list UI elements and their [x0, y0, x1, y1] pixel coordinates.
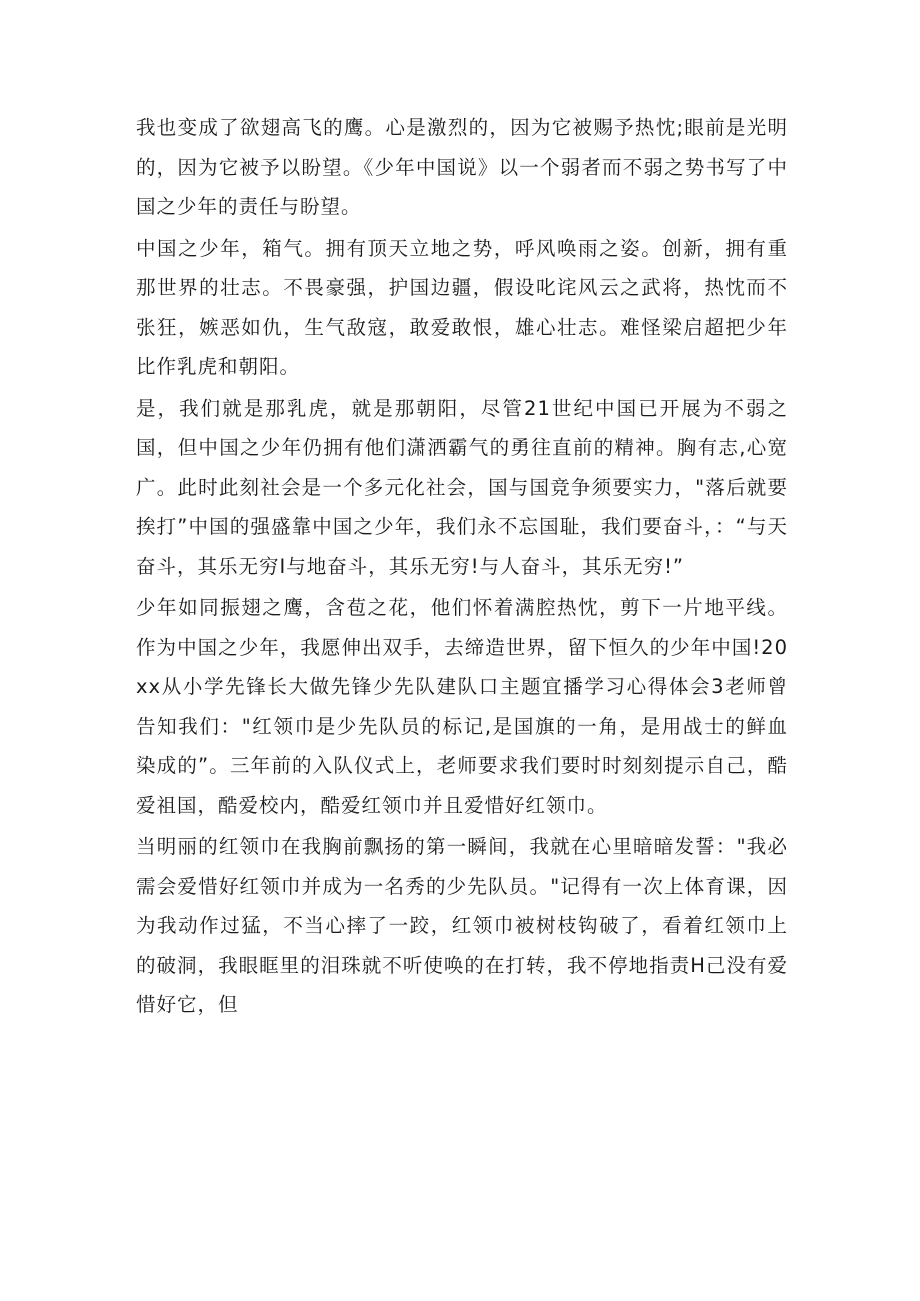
- paragraph: 我也变成了欲翅高飞的鹰。心是激烈的，因为它被赐予热忱;眼前是光明的，因为它被予以盼望。《少年中国说》以一个弱者而不弱之势书写了中国之少年的责任与盼望。: [136, 116, 788, 218]
- paragraph: 中国之少年，箱气。拥有顶天立地之势，呼风唤雨之姿。创新，拥有重那世界的壮志。不畏豪强，护国边疆，假设叱诧风云之武将，热忱而不张狂，嫉恶如仇，生气敌寇，敢爱敢恨，雄心壮志。难怪梁启超把少年比作乳虎和朝阳。: [136, 236, 788, 378]
- document-body: [136, 108, 788, 1025]
- paragraph: 少年如同振翅之鹰，含苞之花，他们怀着满腔热忱，剪下一片地平线。作为中国之少年，我愿伸出双手，去缔造世界，留下恒久的少年中国!20xx从小学先锋长大做先锋少先队建队口主题宜播学习心得体会3老师曾告知我们："红领巾是少先队员的标记,是国旗的一角，是用战士的鲜血染成的”。三年前的入队仪式上，老师要求我们要时时刻刻提示自己，酷爱祖国，酷爱校内，酷爱红领巾并且爱惜好红领巾。: [136, 596, 788, 817]
- paragraph: 是，我们就是那乳虎，就是那朝阳，尽管21世纪中国已开展为不弱之国，但中国之少年仍拥有他们潇洒霸气的勇往直前的精神。胸有志,心宽广。此时此刻社会是一个多元化社会，国与国竞争须要实力，"落后就要挨打”中国的强盛靠中国之少年，我们永不忘国耻，我们要奋斗，：“与天奋斗，其乐无穷I与地奋斗，其乐无穷!与人奋斗，其乐无穷!”: [136, 396, 788, 578]
- paragraph: 当明丽的红领巾在我胸前飘扬的第一瞬间，我就在心里暗暗发誓："我必需会爱惜好红领巾并成为一名秀的少先队员。"记得有一次上体育课，因为我动作过猛，不当心摔了一跤，红领巾被树枝钩破了，看着红领巾上的破洞，我眼眶里的泪珠就不听使唤的在打转，我不停地指责H己没有爱惜好它，但: [136, 835, 788, 1016]
